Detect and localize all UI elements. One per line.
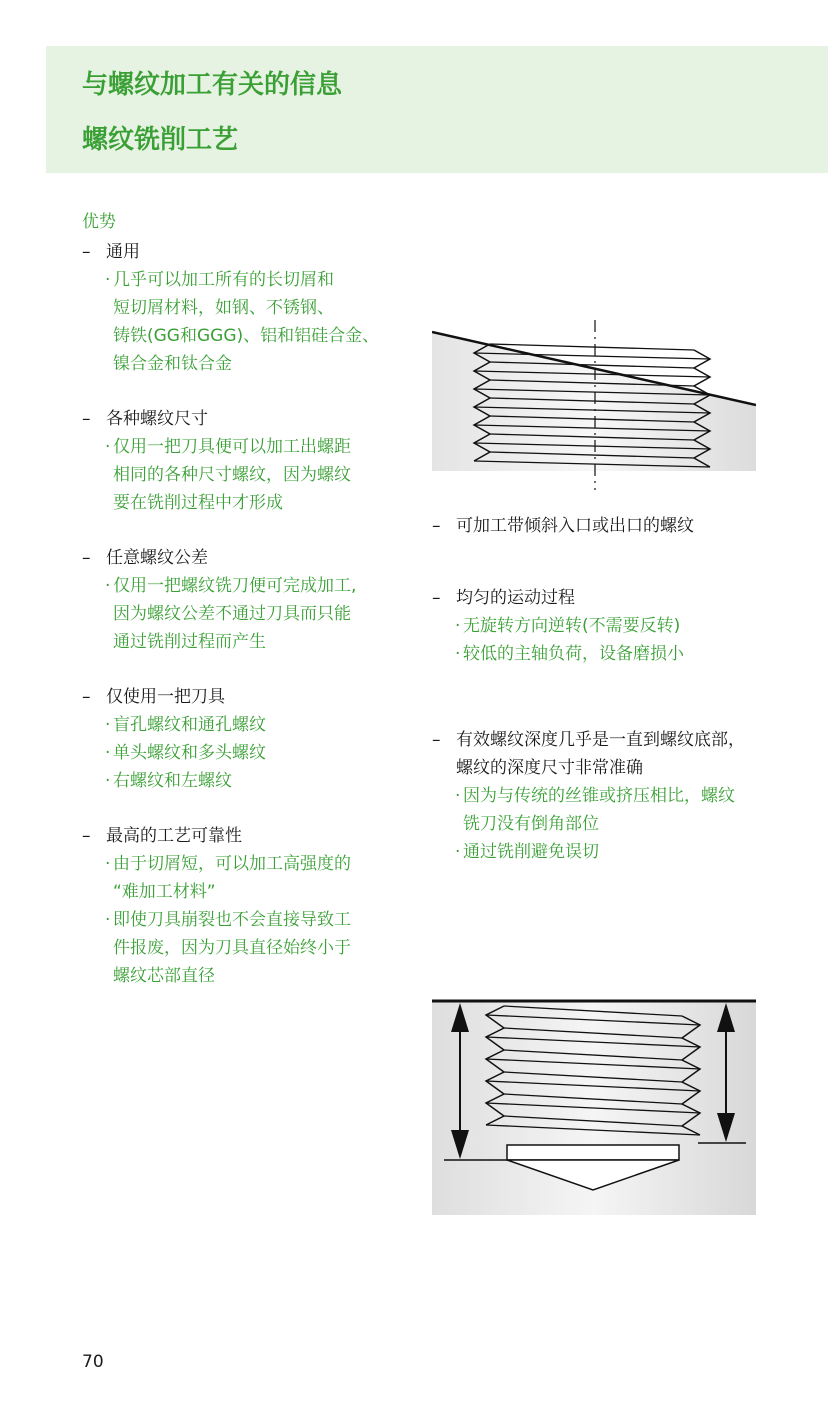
advantage-group (432, 512, 812, 540)
bullet-dot-icon: · (455, 616, 461, 636)
advantage-detail (432, 782, 812, 838)
advantage-title-line: – 任意螺纹公差 (106, 548, 208, 568)
advantage-detail (82, 266, 402, 378)
header-banner (46, 46, 828, 173)
advantages-right-column (432, 512, 812, 893)
advantage-group (82, 822, 402, 990)
advantage-detail-line: 件报废，因为刀具直径始终小于 (113, 938, 351, 958)
bullet-dot-icon: · (455, 644, 461, 664)
advantage-detail-line: “难加工材料” (113, 882, 216, 902)
advantage-detail (432, 640, 812, 668)
advantage-group (432, 726, 812, 866)
advantage-title (82, 683, 402, 711)
advantage-group (82, 238, 402, 378)
advantage-title (82, 822, 402, 850)
bullet-dot-icon: · (105, 743, 111, 763)
advantage-detail-line: 右螺纹和左螺纹 (113, 771, 232, 791)
section-title: 优势 (82, 212, 116, 232)
bullet-dot-icon: · (105, 270, 111, 290)
advantage-title (82, 544, 402, 572)
bullet-dot-icon: · (105, 437, 111, 457)
advantage-detail-line: 由于切屑短，可以加工高强度的 (113, 854, 351, 874)
bullet-dot-icon: · (455, 842, 461, 862)
advantage-detail-line: 通过铣削过程而产生 (113, 632, 266, 652)
advantage-detail (82, 711, 402, 739)
advantage-detail-line: 仅用一把刀具便可以加工出螺距 (113, 437, 351, 457)
advantage-detail-line: 即使刀具崩裂也不会直接导致工 (113, 910, 351, 930)
advantage-detail-line: 相同的各种尺寸螺纹，因为螺纹 (113, 465, 351, 485)
advantage-detail-line: 因为与传统的丝锥或挤压相比，螺纹 (463, 786, 735, 806)
bullet-dot-icon: · (105, 576, 111, 596)
advantage-group (432, 584, 812, 668)
advantage-detail (82, 906, 402, 990)
advantage-detail-line: 螺纹芯部直径 (113, 966, 215, 986)
advantage-detail (82, 767, 402, 795)
advantages-left-column (82, 238, 402, 1017)
advantage-detail (82, 433, 402, 517)
advantage-title-line: – 各种螺纹尺寸 (106, 409, 208, 429)
advantage-detail (432, 838, 812, 866)
advantage-detail-line: 仅用一把螺纹铣刀便可完成加工, (113, 576, 357, 596)
advantage-title-line: – 有效螺纹深度几乎是一直到螺纹底部， (456, 730, 745, 750)
bullet-dot-icon: · (455, 786, 461, 806)
advantage-group (82, 405, 402, 517)
advantage-detail-line: 短切屑材料，如钢、不锈钢、 (113, 298, 334, 318)
bullet-dot-icon: · (105, 854, 111, 874)
advantage-title-line: – 可加工带倾斜入口或出口的螺纹 (456, 516, 694, 536)
bullet-dot-icon: · (105, 910, 111, 930)
thread-depth-figure (432, 996, 756, 1216)
advantage-detail (432, 612, 812, 640)
bullet-dot-icon: · (105, 771, 111, 791)
advantage-detail (82, 572, 402, 656)
advantage-title (82, 405, 402, 433)
advantage-detail-line: 单头螺纹和多头螺纹 (113, 743, 266, 763)
page-number: 70 (82, 1352, 104, 1372)
advantage-title-line: – 均匀的运动过程 (456, 588, 575, 608)
advantage-group (82, 683, 402, 795)
advantage-detail-line: 因为螺纹公差不通过刀具而只能 (113, 604, 351, 624)
advantage-title (432, 512, 812, 540)
advantage-title (82, 238, 402, 266)
bullet-dot-icon: · (105, 715, 111, 735)
advantage-detail (82, 850, 402, 906)
advantage-detail-line: 铸铁(GG和GGG)、铝和铝硅合金、 (113, 326, 380, 346)
inclined-entry-thread-figure (432, 318, 756, 493)
thread-bottom-relief (507, 1145, 679, 1160)
advantage-detail-line: 镍合金和钛合金 (113, 354, 232, 374)
advantage-detail-line: 通过铣削避免误切 (463, 842, 599, 862)
advantage-title-line: – 通用 (106, 242, 140, 262)
advantage-title-line: – 最高的工艺可靠性 (106, 826, 242, 846)
page-title: 与螺纹加工有关的信息 (82, 70, 343, 100)
page-subtitle: 螺纹铣削工艺 (82, 125, 239, 155)
advantage-title (432, 584, 812, 612)
advantage-detail-line: 铣刀没有倒角部位 (463, 814, 599, 834)
advantage-detail-line: 几乎可以加工所有的长切屑和 (113, 270, 334, 290)
advantage-group (82, 544, 402, 656)
advantage-title-line: – 仅使用一把刀具 (106, 687, 225, 707)
advantage-title (432, 726, 812, 782)
advantage-detail-line: 较低的主轴负荷，设备磨损小 (463, 644, 684, 664)
advantage-detail-line: 无旋转方向逆转(不需要反转) (463, 616, 681, 636)
advantage-detail (82, 739, 402, 767)
advantage-detail-line: 盲孔螺纹和通孔螺纹 (113, 715, 266, 735)
advantage-detail-line: 要在铣削过程中才形成 (113, 493, 283, 513)
advantage-title-line: 螺纹的深度尺寸非常准确 (456, 758, 643, 778)
